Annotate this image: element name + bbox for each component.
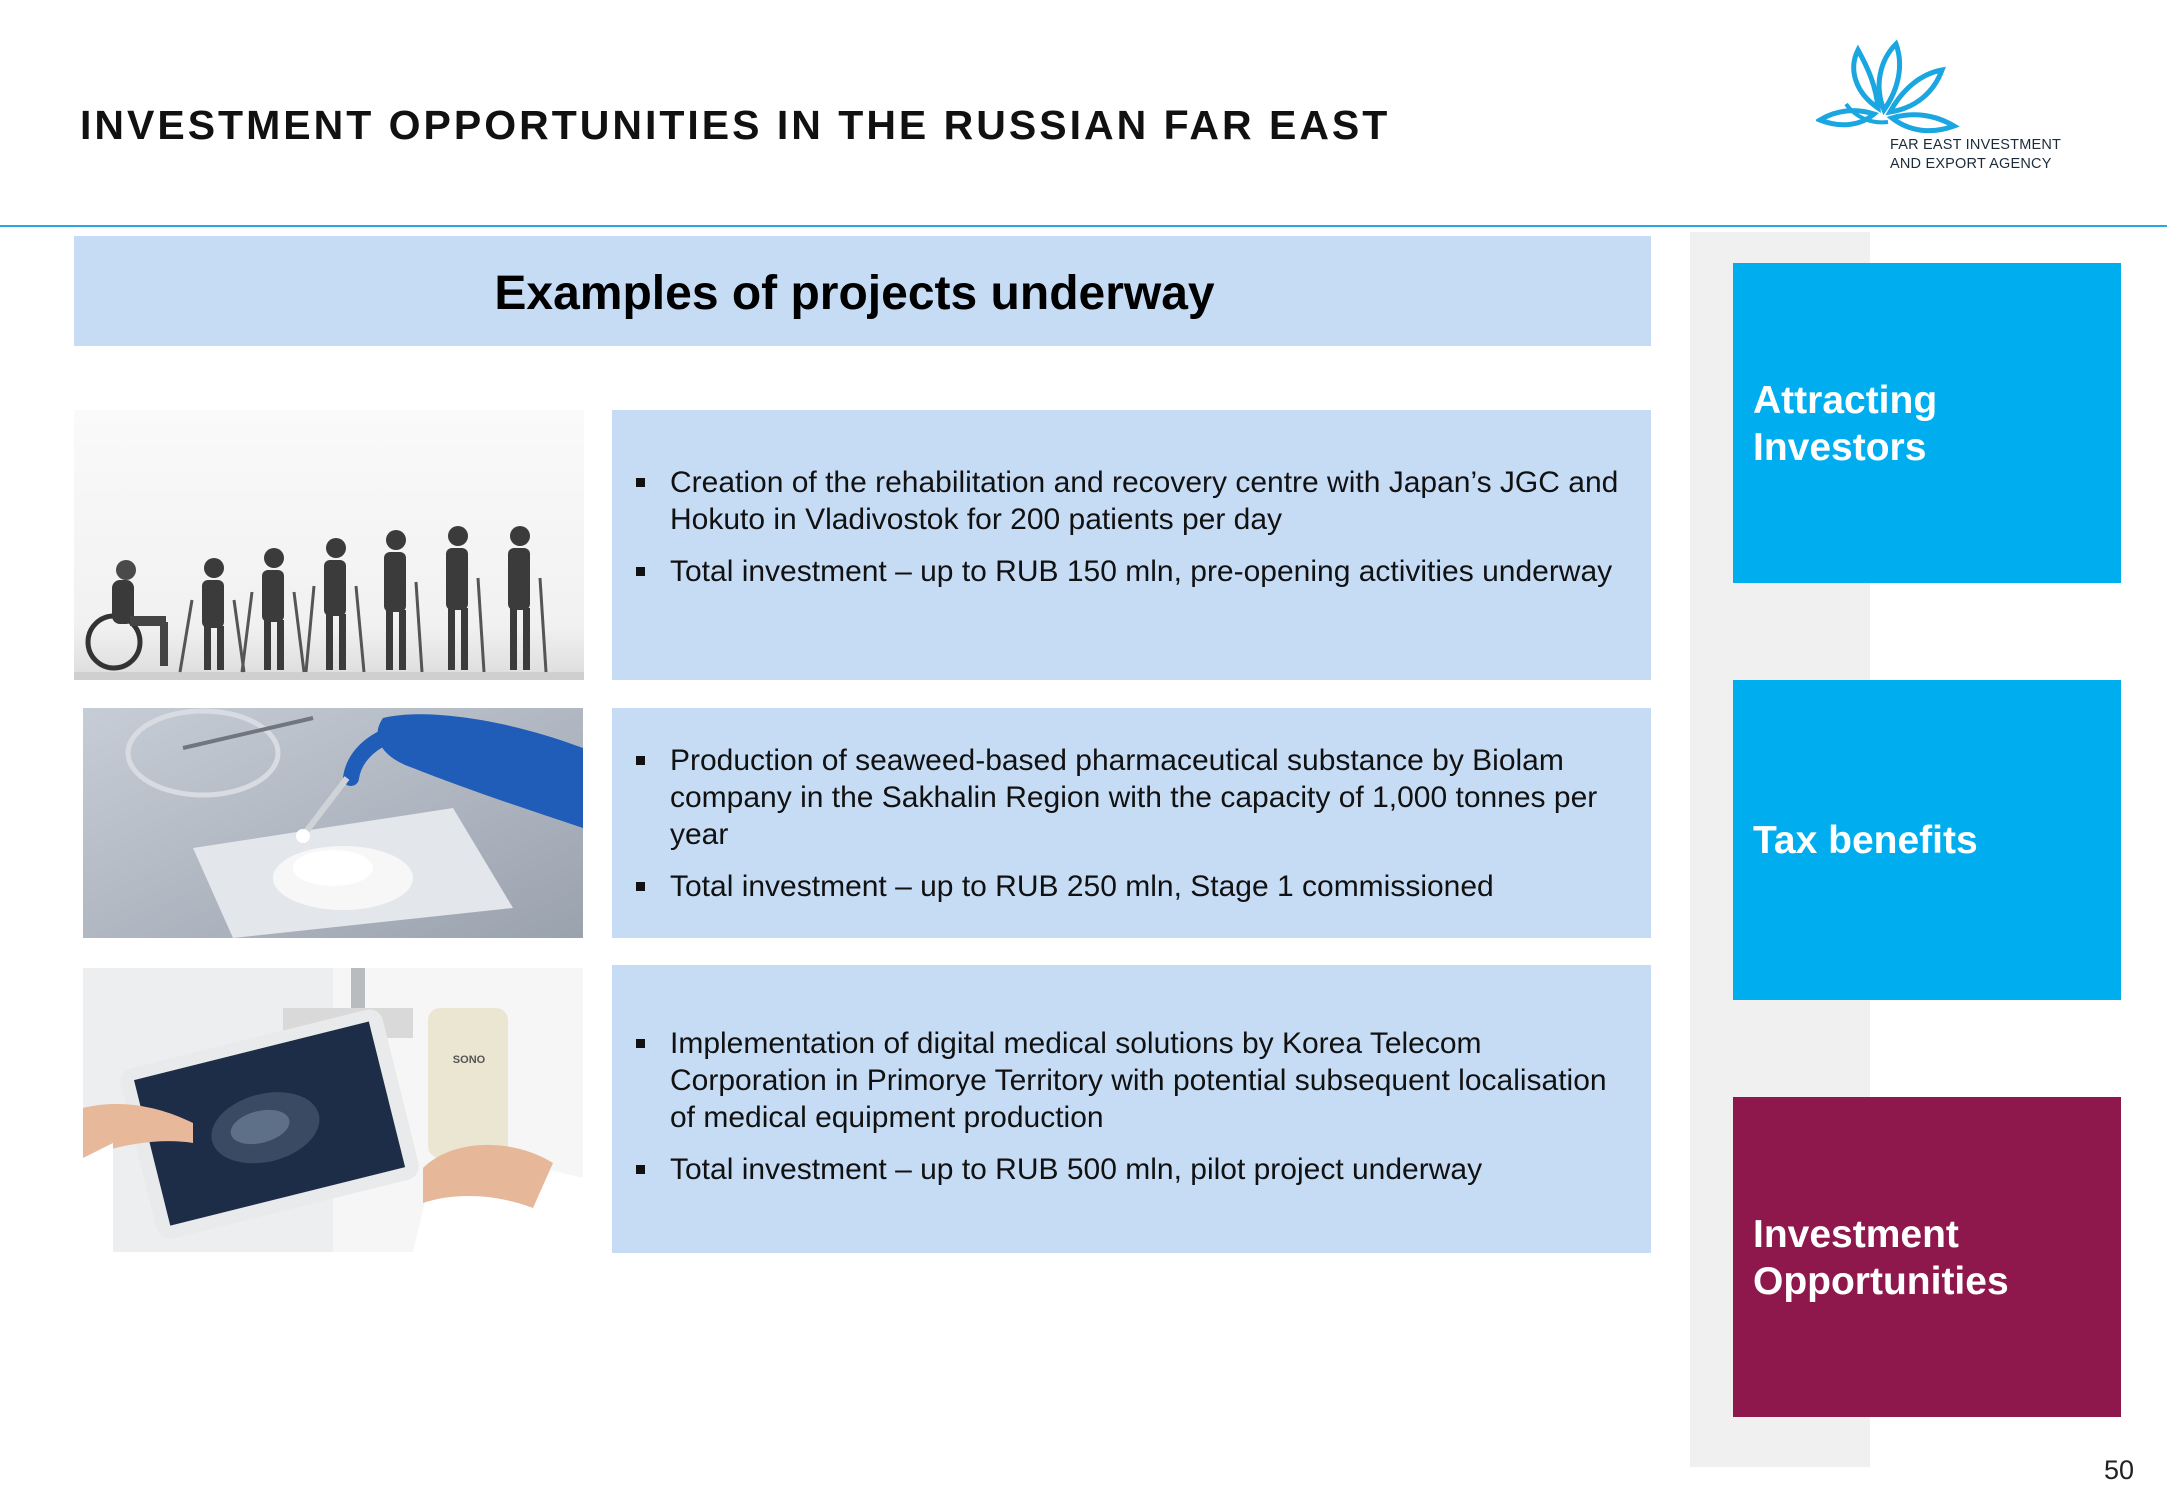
project-bullet: Total investment – up to RUB 150 mln, pre-opening activities underway xyxy=(670,553,1631,590)
logo-text-line1: FAR EAST INVESTMENT xyxy=(1890,137,2062,153)
slide-title: INVESTMENT OPPORTUNITIES IN THE RUSSIAN FAR EAST xyxy=(80,102,1391,148)
nav-tile-label: Attracting Investors xyxy=(1753,379,1938,469)
project-card-rehabilitation xyxy=(612,410,1651,680)
section-header xyxy=(74,236,1651,346)
project-card-pharmaceutical xyxy=(612,708,1651,938)
pharmaceutical-powder-photo xyxy=(83,708,583,938)
project-bullet: Total investment – up to RUB 500 mln, pilot project underway xyxy=(670,1151,1631,1188)
page-number: 50 xyxy=(2104,1455,2135,1485)
nav-tile-label: Investment Opportunities xyxy=(1753,1213,2009,1303)
digital-medical-tablet-photo xyxy=(83,968,583,1252)
project-bullet-list xyxy=(670,1025,1631,1203)
nav-tile-investment-opportunities[interactable] xyxy=(1733,1097,2121,1417)
section-title: Examples of projects underway xyxy=(494,267,1215,320)
exoskeleton-rehabilitation-photo xyxy=(74,410,584,680)
nav-tile-tax-benefits[interactable] xyxy=(1733,680,2121,1000)
agency-logo xyxy=(1816,38,2076,178)
logo-text-line2: AND EXPORT AGENCY xyxy=(1890,156,2052,172)
nav-tile-attracting-investors[interactable] xyxy=(1733,263,2121,583)
nav-tile-label: Tax benefits xyxy=(1753,819,1978,862)
project-bullet: Total investment – up to RUB 250 mln, Stage 1 commissioned xyxy=(670,868,1631,905)
project-card-digital-medical xyxy=(612,965,1651,1253)
project-bullet-list xyxy=(670,464,1631,605)
svg-text:SONO: SONO xyxy=(452,1054,486,1066)
header-divider xyxy=(0,225,2167,227)
project-bullet: Creation of the rehabilitation and recovery centre with Japan’s JGC and Hokuto in Vladivostok for 200 patients per day xyxy=(670,464,1631,538)
project-bullet: Production of seaweed-based pharmaceutical substance by Biolam company in the Sakhalin Region with the capacity of 1,000 tonnes per year xyxy=(670,742,1631,853)
lotus-logo-icon xyxy=(1816,38,1976,138)
project-bullet: Implementation of digital medical solutions by Korea Telecom Corporation in Primorye Territory with potential subsequent localisation of medical equipment production xyxy=(670,1025,1631,1136)
project-bullet-list xyxy=(670,742,1631,920)
